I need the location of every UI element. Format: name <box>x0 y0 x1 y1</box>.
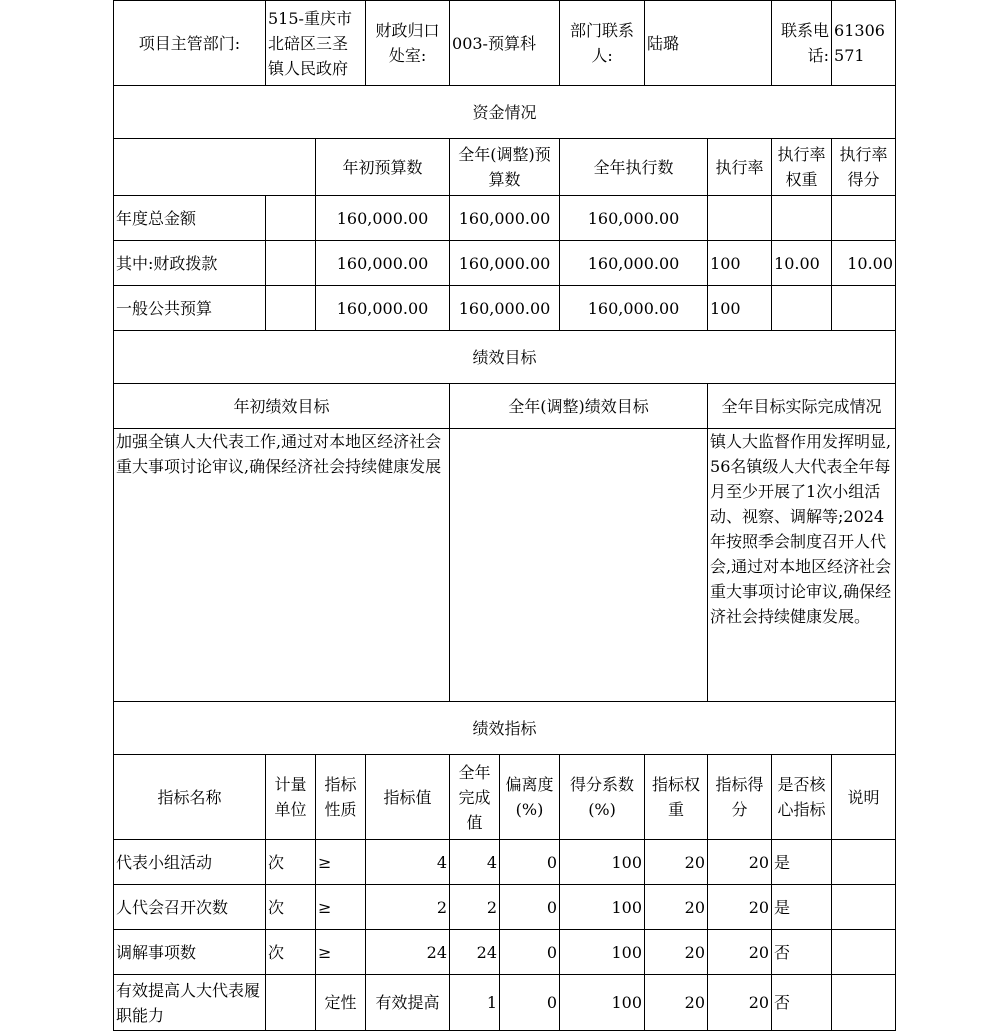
ind-unit <box>266 975 316 1031</box>
goals-col-actual: 全年目标实际完成情况 <box>708 384 896 429</box>
funds-row-rate: 100 <box>708 286 772 331</box>
ind-col-name: 指标名称 <box>114 755 266 840</box>
indicators-section-title: 绩效指标 <box>114 702 896 755</box>
funds-col-adjusted: 全年(调整)预算数 <box>450 139 560 196</box>
ind-note <box>832 840 896 885</box>
ind-score: 20 <box>708 885 772 930</box>
funds-row-label: 其中:财政拨款 <box>114 241 266 286</box>
ind-nature: ≥ <box>316 840 366 885</box>
ind-score: 20 <box>708 840 772 885</box>
funds-row-blank <box>266 241 316 286</box>
ind-col-completed: 全年完成值 <box>450 755 500 840</box>
dept-value: 515-重庆市北碚区三圣镇人民政府 <box>266 1 366 86</box>
ind-col-unit: 计量单位 <box>266 755 316 840</box>
ind-completed: 2 <box>450 885 500 930</box>
goals-initial-text: 加强全镇人大代表工作,通过对本地区经济社会重大事项讨论审议,确保经济社会持续健康发展 <box>114 429 450 702</box>
indicator-row <box>114 885 896 930</box>
ind-score: 20 <box>708 975 772 1031</box>
phone-value: 61306571 <box>832 1 896 86</box>
funds-col-score: 执行率得分 <box>832 139 896 196</box>
funds-col-rate: 执行率 <box>708 139 772 196</box>
funds-row-score: 10.00 <box>832 241 896 286</box>
ind-note <box>832 930 896 975</box>
funds-row <box>114 241 896 286</box>
funds-row-label: 一般公共预算 <box>114 286 266 331</box>
goals-adjusted-text <box>450 429 708 702</box>
ind-col-value: 指标值 <box>366 755 450 840</box>
ind-deviation: 0 <box>500 885 560 930</box>
funds-section-title: 资金情况 <box>114 86 896 139</box>
funds-row-rate: 100 <box>708 241 772 286</box>
ind-note <box>832 885 896 930</box>
funds-row-score <box>832 196 896 241</box>
ind-unit: 次 <box>266 885 316 930</box>
funds-row-initial: 160,000.00 <box>316 286 450 331</box>
indicators-header-row <box>114 755 896 840</box>
ind-value: 24 <box>366 930 450 975</box>
ind-value: 4 <box>366 840 450 885</box>
contact-label: 部门联系人: <box>560 1 645 86</box>
ind-name: 调解事项数 <box>114 930 266 975</box>
funds-header-blank <box>114 139 316 196</box>
funds-header-row <box>114 139 896 196</box>
ind-deviation: 0 <box>500 975 560 1031</box>
funds-row-weight <box>772 196 832 241</box>
ind-nature: 定性 <box>316 975 366 1031</box>
ind-col-note: 说明 <box>832 755 896 840</box>
ind-score: 20 <box>708 930 772 975</box>
funds-row-executed: 160,000.00 <box>560 286 708 331</box>
goals-actual-text: 镇人大监督作用发挥明显,56名镇级人大代表全年每月至少开展了1次小组活动、视察、调解等;2024年按照季会制度召开人代会,通过对本地区经济社会重大事项讨论审议,确保经济社会持续健康发展。 <box>708 429 896 702</box>
ind-core: 是 <box>772 885 832 930</box>
ind-core: 否 <box>772 930 832 975</box>
ind-value: 有效提高 <box>366 975 450 1031</box>
funds-row-rate <box>708 196 772 241</box>
funds-row-adjusted: 160,000.00 <box>450 286 560 331</box>
ind-col-coef: 得分系数(%) <box>560 755 645 840</box>
header-row <box>114 1 896 86</box>
ind-name: 人代会召开次数 <box>114 885 266 930</box>
goals-col-adjusted: 全年(调整)绩效目标 <box>450 384 708 429</box>
office-value: 003-预算科 <box>450 1 560 86</box>
ind-col-deviation: 偏离度(%) <box>500 755 560 840</box>
ind-weight: 20 <box>645 930 708 975</box>
ind-coef: 100 <box>560 930 645 975</box>
ind-col-core: 是否核心指标 <box>772 755 832 840</box>
office-label: 财政归口处室: <box>366 1 450 86</box>
funds-row-score <box>832 286 896 331</box>
funds-row <box>114 196 896 241</box>
indicator-row <box>114 840 896 885</box>
ind-name: 代表小组活动 <box>114 840 266 885</box>
goals-col-initial: 年初绩效目标 <box>114 384 450 429</box>
funds-row-weight: 10.00 <box>772 241 832 286</box>
funds-row-blank <box>266 196 316 241</box>
ind-core: 否 <box>772 975 832 1031</box>
ind-col-nature: 指标性质 <box>316 755 366 840</box>
performance-table <box>113 0 896 1031</box>
indicator-row <box>114 930 896 975</box>
funds-col-initial: 年初预算数 <box>316 139 450 196</box>
phone-label: 联系电话: <box>772 1 832 86</box>
funds-row-weight <box>772 286 832 331</box>
ind-deviation: 0 <box>500 840 560 885</box>
funds-row-executed: 160,000.00 <box>560 241 708 286</box>
ind-unit: 次 <box>266 930 316 975</box>
ind-completed: 4 <box>450 840 500 885</box>
ind-value: 2 <box>366 885 450 930</box>
funds-row <box>114 286 896 331</box>
funds-col-weight: 执行率权重 <box>772 139 832 196</box>
ind-coef: 100 <box>560 840 645 885</box>
funds-row-initial: 160,000.00 <box>316 196 450 241</box>
ind-weight: 20 <box>645 840 708 885</box>
ind-completed: 24 <box>450 930 500 975</box>
ind-note <box>832 975 896 1031</box>
dept-label: 项目主管部门: <box>114 1 266 86</box>
funds-row-label: 年度总金额 <box>114 196 266 241</box>
funds-col-executed: 全年执行数 <box>560 139 708 196</box>
ind-nature: ≥ <box>316 885 366 930</box>
ind-coef: 100 <box>560 885 645 930</box>
ind-weight: 20 <box>645 885 708 930</box>
ind-name: 有效提高人大代表履职能力 <box>114 975 266 1031</box>
funds-row-adjusted: 160,000.00 <box>450 196 560 241</box>
funds-row-blank <box>266 286 316 331</box>
contact-value: 陆璐 <box>645 1 772 86</box>
funds-row-initial: 160,000.00 <box>316 241 450 286</box>
goals-header-row <box>114 384 896 429</box>
ind-completed: 1 <box>450 975 500 1031</box>
ind-coef: 100 <box>560 975 645 1031</box>
indicator-row <box>114 975 896 1031</box>
goals-body-row <box>114 429 896 702</box>
ind-col-weight: 指标权重 <box>645 755 708 840</box>
ind-unit: 次 <box>266 840 316 885</box>
funds-row-adjusted: 160,000.00 <box>450 241 560 286</box>
ind-weight: 20 <box>645 975 708 1031</box>
goals-section-title: 绩效目标 <box>114 331 896 384</box>
funds-row-executed: 160,000.00 <box>560 196 708 241</box>
ind-col-score: 指标得分 <box>708 755 772 840</box>
ind-deviation: 0 <box>500 930 560 975</box>
ind-nature: ≥ <box>316 930 366 975</box>
ind-core: 是 <box>772 840 832 885</box>
